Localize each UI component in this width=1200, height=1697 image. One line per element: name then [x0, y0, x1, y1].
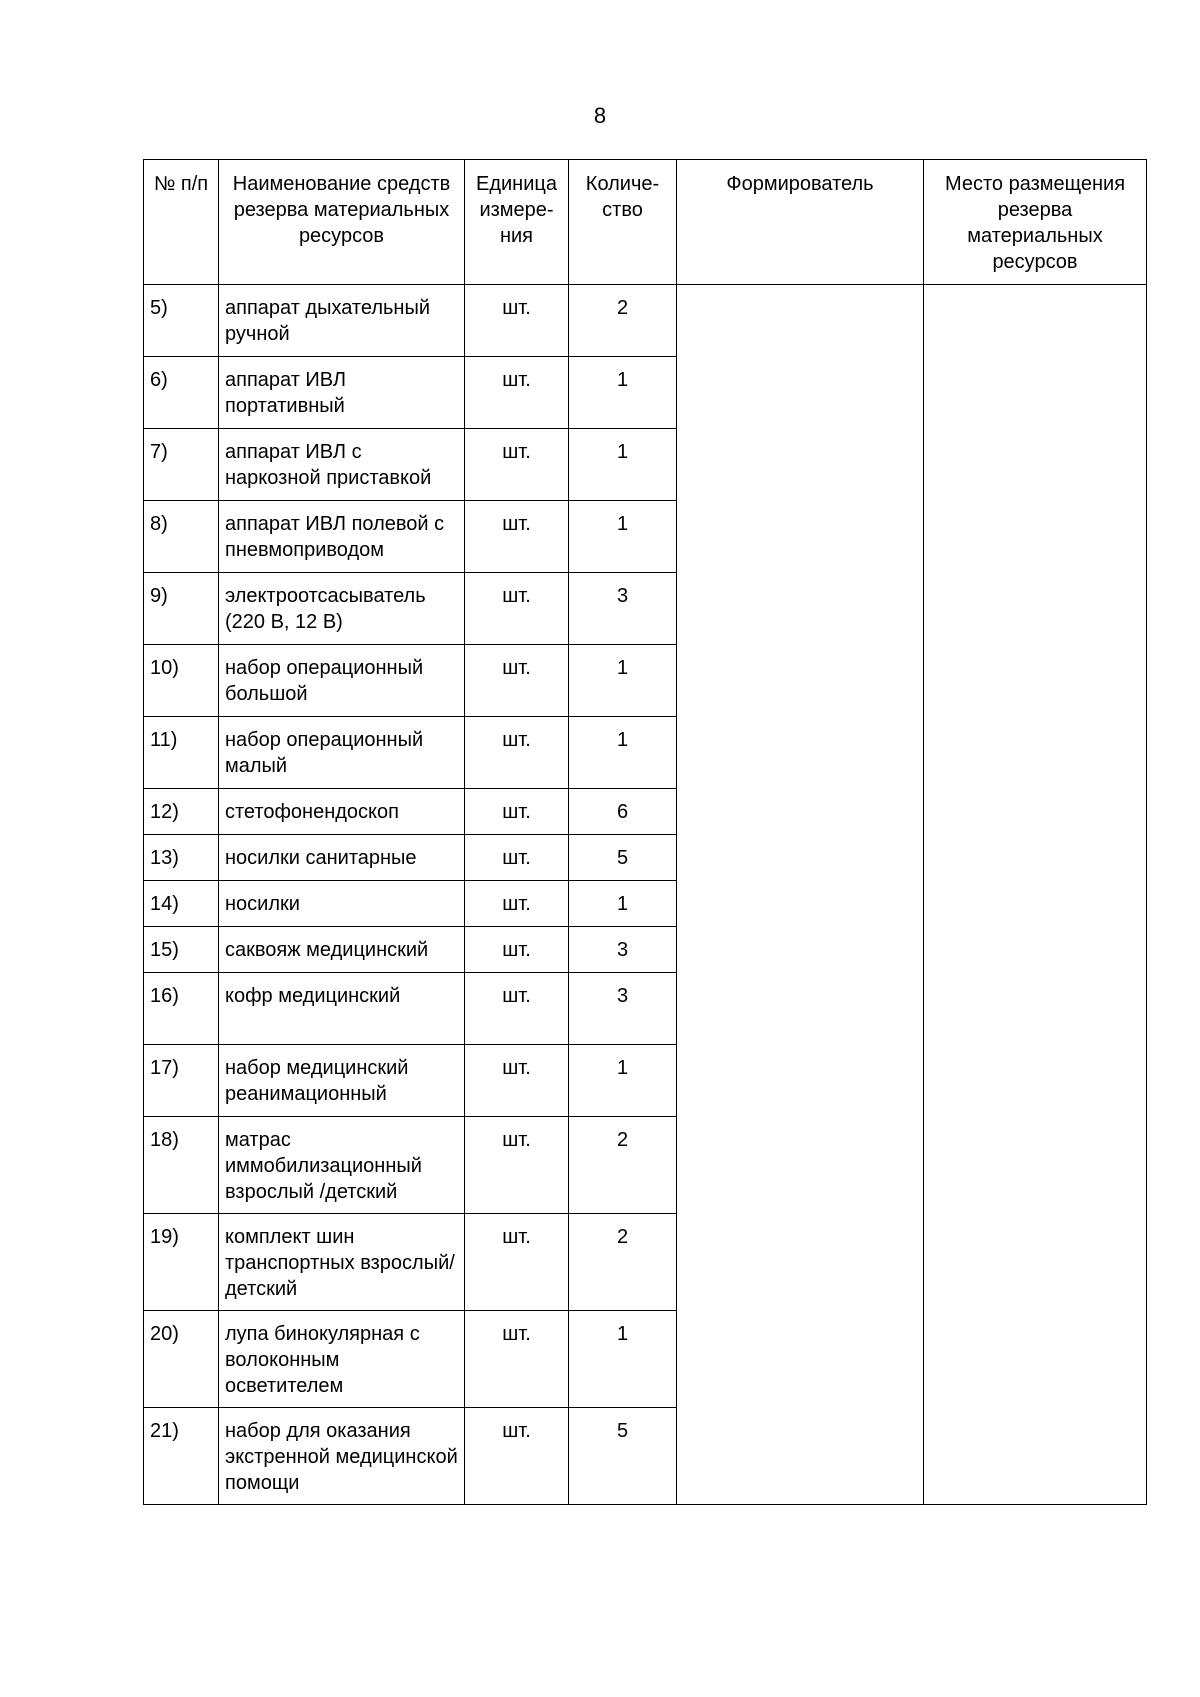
cell-num: 8): [144, 501, 219, 573]
cell-unit: шт.: [465, 717, 569, 789]
cell-qty: 1: [569, 1045, 677, 1117]
cell-num: 12): [144, 789, 219, 835]
table-row: [144, 285, 1147, 357]
cell-name: саквояж медицинский: [219, 927, 465, 973]
cell-qty: 3: [569, 573, 677, 645]
cell-num: 17): [144, 1045, 219, 1117]
cell-num: 20): [144, 1311, 219, 1408]
reserve-table: [143, 159, 1147, 1505]
cell-qty: 1: [569, 1311, 677, 1408]
cell-qty: 1: [569, 501, 677, 573]
header-qty: Количе-ство: [569, 160, 677, 285]
cell-num: 5): [144, 285, 219, 357]
cell-qty: 2: [569, 1117, 677, 1214]
cell-name: аппарат ИВЛ с наркозной приставкой: [219, 429, 465, 501]
header-unit: Единица измере-ния: [465, 160, 569, 285]
cell-num: 11): [144, 717, 219, 789]
cell-name: комплект шин транспортных взрослый/детский: [219, 1214, 465, 1311]
cell-unit: шт.: [465, 501, 569, 573]
cell-unit: шт.: [465, 973, 569, 1045]
cell-unit: шт.: [465, 881, 569, 927]
cell-qty: 2: [569, 1214, 677, 1311]
cell-unit: шт.: [465, 573, 569, 645]
cell-name: матрас иммобилизационный взрослый /детский: [219, 1117, 465, 1214]
table-header-row: [144, 160, 1147, 285]
cell-num: 13): [144, 835, 219, 881]
cell-unit: шт.: [465, 285, 569, 357]
cell-name: аппарат дыхательный ручной: [219, 285, 465, 357]
cell-name: носилки: [219, 881, 465, 927]
cell-qty: 3: [569, 927, 677, 973]
cell-unit: шт.: [465, 645, 569, 717]
cell-place: [924, 285, 1147, 1505]
cell-name: набор операционный большой: [219, 645, 465, 717]
cell-qty: 1: [569, 881, 677, 927]
header-former: Формирователь: [677, 160, 924, 285]
cell-unit: шт.: [465, 357, 569, 429]
cell-num: 19): [144, 1214, 219, 1311]
cell-num: 9): [144, 573, 219, 645]
cell-num: 21): [144, 1408, 219, 1505]
cell-qty: 1: [569, 717, 677, 789]
cell-unit: шт.: [465, 1045, 569, 1117]
cell-num: 10): [144, 645, 219, 717]
cell-qty: 6: [569, 789, 677, 835]
cell-qty: 3: [569, 973, 677, 1045]
cell-name: набор для оказания экстренной медицинской помощи: [219, 1408, 465, 1505]
cell-num: 14): [144, 881, 219, 927]
cell-qty: 5: [569, 1408, 677, 1505]
cell-name: набор операционный малый: [219, 717, 465, 789]
cell-num: 16): [144, 973, 219, 1045]
page-number: 8: [593, 103, 607, 128]
cell-unit: шт.: [465, 789, 569, 835]
cell-unit: шт.: [465, 429, 569, 501]
cell-num: 15): [144, 927, 219, 973]
cell-unit: шт.: [465, 835, 569, 881]
cell-name: носилки санитарные: [219, 835, 465, 881]
header-place: Место размещения резерва материальных ресурсов: [924, 160, 1147, 285]
cell-unit: шт.: [465, 927, 569, 973]
cell-name: стетофонендоскоп: [219, 789, 465, 835]
cell-name: кофр медицинский: [219, 973, 465, 1045]
cell-qty: 5: [569, 835, 677, 881]
cell-unit: шт.: [465, 1117, 569, 1214]
cell-name: аппарат ИВЛ полевой с пневмоприводом: [219, 501, 465, 573]
cell-name: набор медицинский реанимационный: [219, 1045, 465, 1117]
header-num: № п/п: [144, 160, 219, 285]
header-name: Наименование средств резерва материальных ресурсов: [219, 160, 465, 285]
cell-num: 7): [144, 429, 219, 501]
cell-name: электроотсасыватель (220 В, 12 В): [219, 573, 465, 645]
cell-qty: 2: [569, 285, 677, 357]
cell-unit: шт.: [465, 1311, 569, 1408]
cell-num: 18): [144, 1117, 219, 1214]
cell-num: 6): [144, 357, 219, 429]
cell-unit: шт.: [465, 1408, 569, 1505]
cell-unit: шт.: [465, 1214, 569, 1311]
cell-former: [677, 285, 924, 1505]
cell-qty: 1: [569, 645, 677, 717]
cell-qty: 1: [569, 357, 677, 429]
cell-qty: 1: [569, 429, 677, 501]
cell-name: аппарат ИВЛ портативный: [219, 357, 465, 429]
cell-name: лупа бинокулярная с волоконным осветителем: [219, 1311, 465, 1408]
